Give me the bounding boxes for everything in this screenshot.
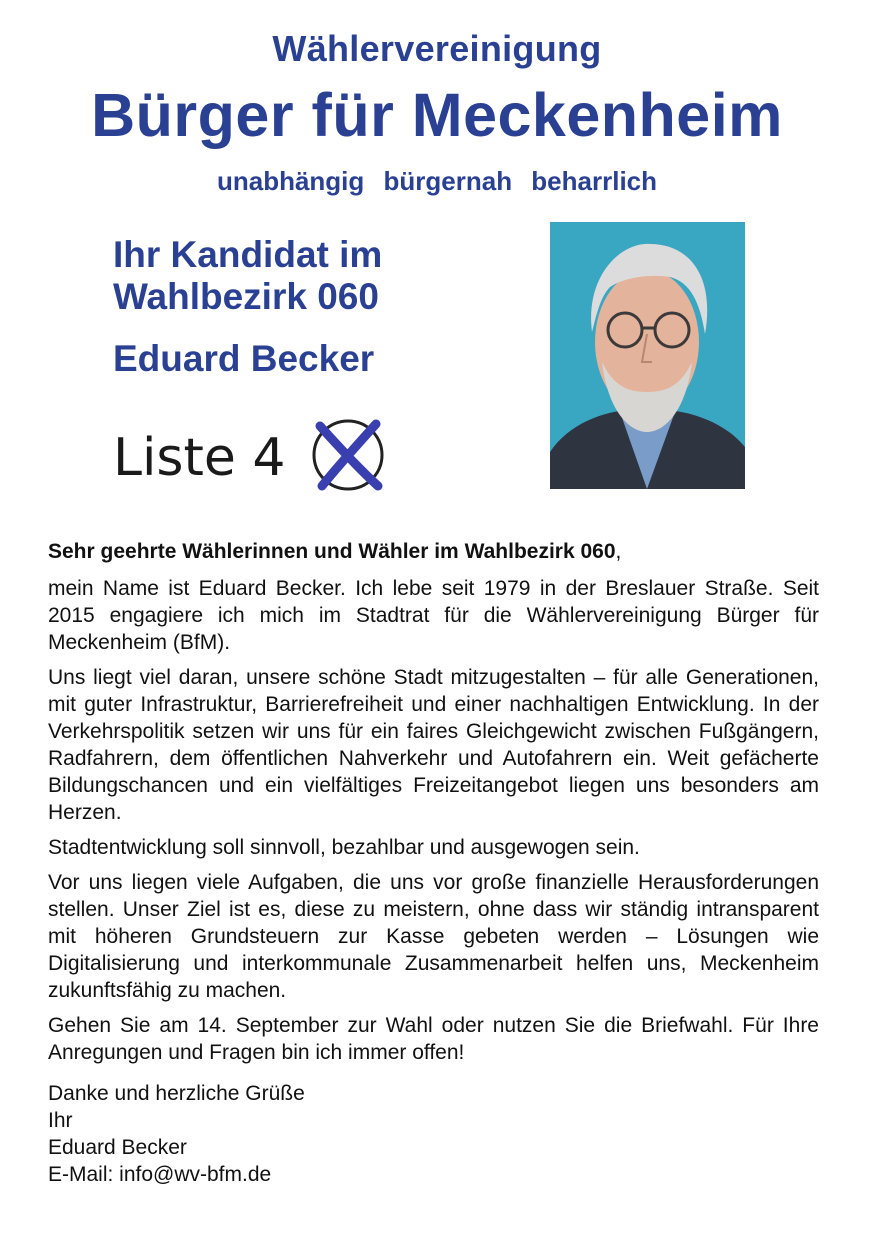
paragraph: Stadtentwicklung soll sinnvoll, bezahlbar und ausgewogen sein. bbox=[48, 836, 640, 859]
paragraph: Vor uns liegen viele Aufgaben, die uns vor große finanzielle Herausforderungen stellen. Unser Ziel ist es, diese zu meistern, ohne dass wir ständig intransparent mit höheren Grundsteuern zur Kasse gebeten werden – Lösungen wie Digitalisierung und interkommunale Zusammenarbeit helfen uns, Meckenheim zukunftsfähig zu machen. bbox=[48, 871, 819, 1002]
candidate-portrait bbox=[550, 222, 745, 489]
closing-block bbox=[48, 1080, 819, 1188]
ballot-cross-icon bbox=[308, 418, 388, 497]
list-label: Liste 4 bbox=[113, 427, 286, 488]
letter-body bbox=[48, 538, 819, 1188]
ballot-list bbox=[113, 418, 388, 497]
org-line: Wählervereinigung bbox=[272, 28, 602, 69]
slogan: unabhängig bürgernah beharrlich bbox=[216, 166, 658, 196]
candidate-line1: Ihr Kandidat im bbox=[113, 234, 383, 275]
closing-text: Danke und herzliche Grüße bbox=[48, 1082, 305, 1105]
closing-ihr: Ihr bbox=[48, 1109, 73, 1132]
candidate-name: Eduard Becker bbox=[113, 338, 375, 379]
email-line: E-Mail: info@wv-bfm.de bbox=[48, 1163, 272, 1186]
greeting: Sehr geehrte Wählerinnen und Wähler im Wahlbezirk 060, bbox=[48, 540, 622, 563]
candidate-heading bbox=[113, 234, 382, 318]
signature: Eduard Becker bbox=[48, 1136, 187, 1159]
paragraph: Uns liegt viel daran, unsere schöne Stadt mitzugestalten – für alle Generationen, mit guter Infrastruktur, Barrierefreiheit und einer nachhaltigen Entwicklung. In der Verkehrspolitik setzen wir uns für ein faires Gleichgewicht zwischen Fußgängern, Radfahrern, dem öffentlichen Nahverkehr und Autofahrern ein. Weit gefächerte Bildungschancen und ein vielfältiges Freizeitangebot liegen uns besonders am Herzen. bbox=[48, 666, 819, 824]
org-name: Bürger für Meckenheim bbox=[91, 81, 783, 149]
paragraph: Gehen Sie am 14. September zur Wahl oder nutzen Sie die Briefwahl. Für Ihre Anregungen und Fragen bin ich immer offen! bbox=[48, 1014, 819, 1064]
candidate-line2: Wahlbezirk 060 bbox=[113, 276, 379, 317]
paragraph: mein Name ist Eduard Becker. Ich lebe seit 1979 in der Breslauer Straße. Seit 2015 engagiere ich mich im Stadtrat für die Wählervereinigung Bürger für Meckenheim (BfM). bbox=[48, 577, 819, 654]
